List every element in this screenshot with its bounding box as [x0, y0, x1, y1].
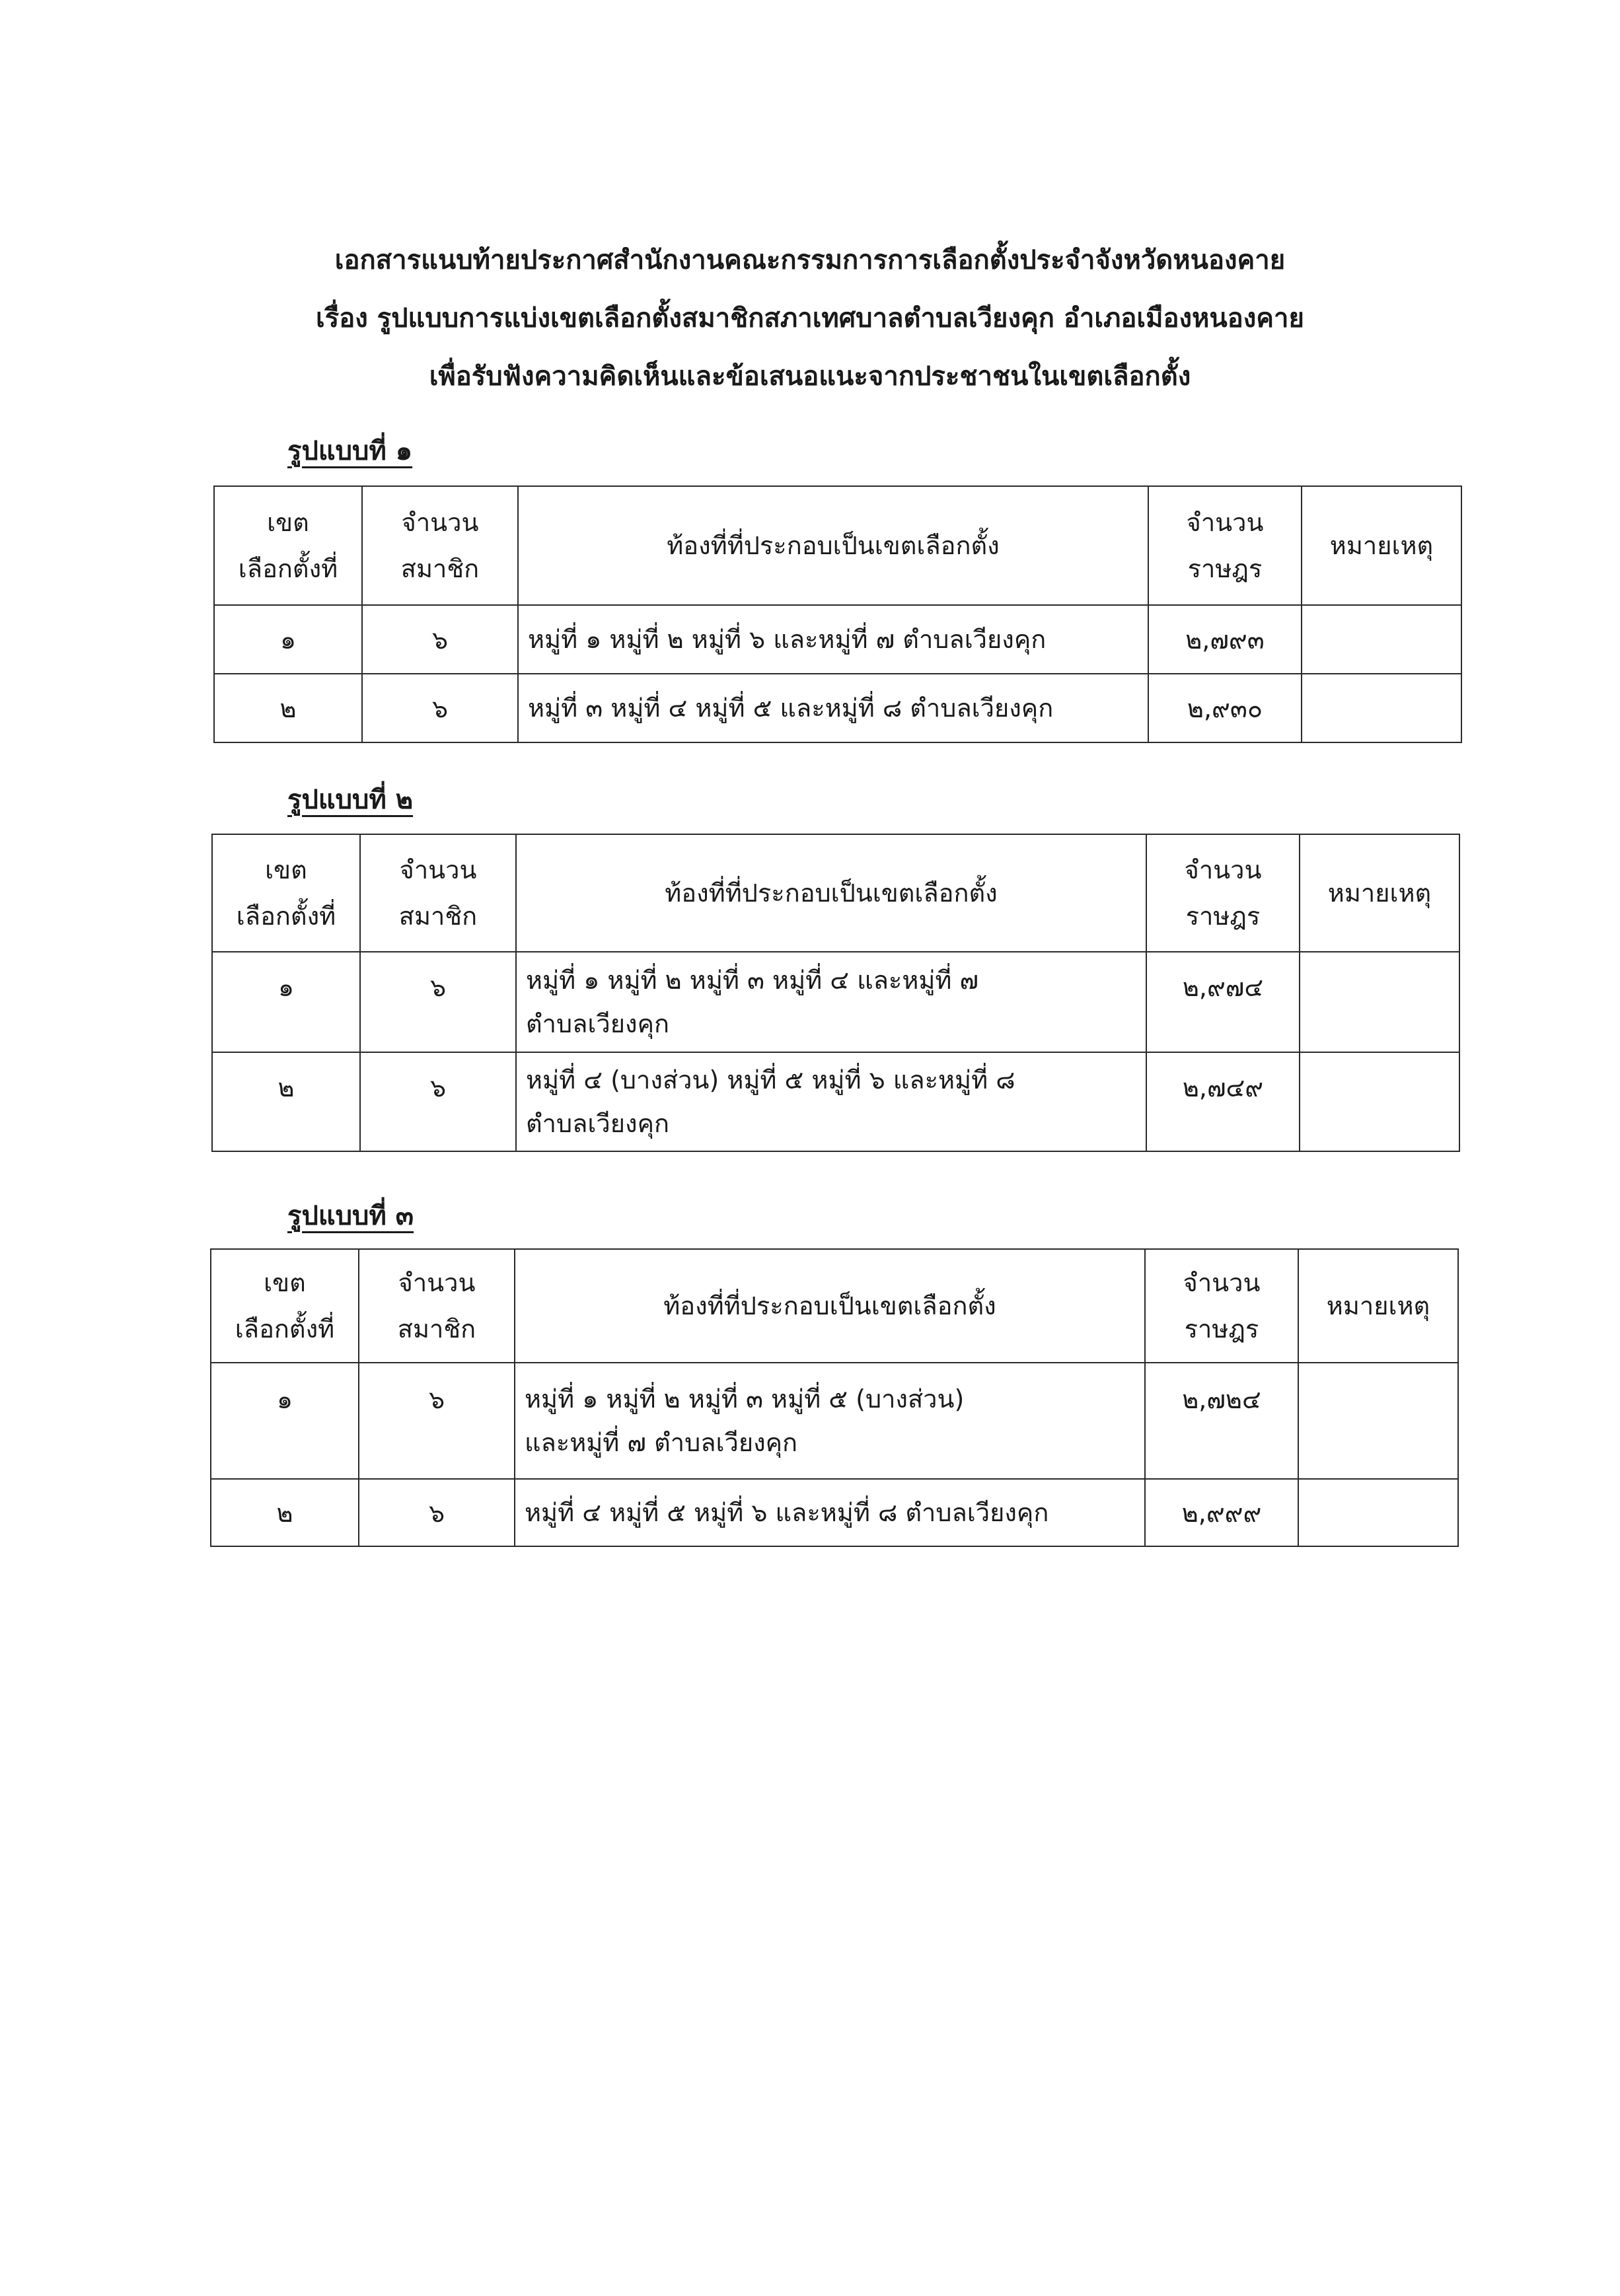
- table-1: [213, 485, 1462, 743]
- table-2-title: รูปแบบที่ ๒: [287, 785, 414, 815]
- population-cell: ๒,๙๙๙: [1145, 1479, 1298, 1546]
- district-cell: ๑: [214, 605, 362, 674]
- district-cell: ๒: [211, 1479, 359, 1546]
- members-cell: ๖: [362, 674, 518, 742]
- table-3-title: รูปแบบที่ ๓: [287, 1201, 414, 1231]
- header-line-1: เอกสารแนบท้ายประกาศสำนักงานคณะกรรมการการเลือกตั้งประจำจังหวัดหนองคาย: [334, 245, 1286, 275]
- table-3-header-row: [211, 1249, 1458, 1363]
- population-cell: ๒,๙๓๐: [1148, 674, 1302, 742]
- table-row: [211, 1479, 1458, 1546]
- col-area: ท้องที่ที่ประกอบเป็นเขตเลือกตั้ง: [515, 1249, 1145, 1363]
- col-population: จำนวน ราษฎร: [1145, 1249, 1298, 1363]
- members-cell: ๖: [359, 1479, 515, 1546]
- col-members: จำนวน สมาชิก: [359, 1249, 515, 1363]
- district-cell: ๑: [211, 1363, 359, 1479]
- table-row: [214, 674, 1461, 742]
- header-line-2: เรื่อง รูปแบบการแบ่งเขตเลือกตั้งสมาชิกสภาเทศบาลตำบลเวียงคุก อำเภอเมืองหนองคาย: [316, 303, 1304, 334]
- col-district: เขต เลือกตั้งที่: [212, 834, 360, 952]
- area-cell: หมู่ที่ ๑ หมู่ที่ ๒ หมู่ที่ ๖ และหมู่ที่ ๗ ตำบลเวียงคุก: [518, 605, 1148, 674]
- table-1-header-row: [214, 486, 1461, 605]
- table-1-title: รูปแบบที่ ๑: [287, 436, 413, 466]
- members-cell: ๖: [360, 952, 516, 1052]
- table-3: [210, 1248, 1459, 1547]
- area-cell: หมู่ที่ ๑ หมู่ที่ ๒ หมู่ที่ ๓ หมู่ที่ ๔ และหมู่ที่ ๗ ตำบลเวียงคุก: [516, 952, 1146, 1052]
- area-cell: หมู่ที่ ๔ หมู่ที่ ๕ หมู่ที่ ๖ และหมู่ที่ ๘ ตำบลเวียงคุก: [515, 1479, 1145, 1546]
- col-remarks: หมายเหตุ: [1302, 486, 1461, 605]
- table-row: [211, 1363, 1458, 1479]
- col-population: จำนวน ราษฎร: [1146, 834, 1300, 952]
- col-area: ท้องที่ที่ประกอบเป็นเขตเลือกตั้ง: [516, 834, 1146, 952]
- area-cell: หมู่ที่ ๑ หมู่ที่ ๒ หมู่ที่ ๓ หมู่ที่ ๕ (บางส่วน) และหมู่ที่ ๗ ตำบลเวียงคุก: [515, 1363, 1145, 1479]
- remarks-cell: [1298, 1363, 1458, 1479]
- table-2-header-row: [212, 834, 1459, 952]
- district-cell: ๒: [212, 1052, 360, 1151]
- table-row: [212, 952, 1459, 1052]
- document-header: [0, 231, 1620, 406]
- col-remarks: หมายเหตุ: [1298, 1249, 1458, 1363]
- area-cell: หมู่ที่ ๔ (บางส่วน) หมู่ที่ ๕ หมู่ที่ ๖ และหมู่ที่ ๘ ตำบลเวียงคุก: [516, 1052, 1146, 1151]
- area-cell: หมู่ที่ ๓ หมู่ที่ ๔ หมู่ที่ ๕ และหมู่ที่ ๘ ตำบลเวียงคุก: [518, 674, 1148, 742]
- col-population: จำนวน ราษฎร: [1148, 486, 1302, 605]
- district-cell: ๑: [212, 952, 360, 1052]
- col-district: เขต เลือกตั้งที่: [214, 486, 362, 605]
- col-district: เขต เลือกตั้งที่: [211, 1249, 359, 1363]
- population-cell: ๒,๙๗๔: [1146, 952, 1300, 1052]
- district-cell: ๒: [214, 674, 362, 742]
- population-cell: ๒,๗๔๙: [1146, 1052, 1300, 1151]
- table-2: [211, 834, 1460, 1152]
- members-cell: ๖: [362, 605, 518, 674]
- col-remarks: หมายเหตุ: [1300, 834, 1459, 952]
- members-cell: ๖: [360, 1052, 516, 1151]
- col-members: จำนวน สมาชิก: [362, 486, 518, 605]
- table-row: [212, 1052, 1459, 1151]
- population-cell: ๒,๗๙๓: [1148, 605, 1302, 674]
- table-row: [214, 605, 1461, 674]
- col-members: จำนวน สมาชิก: [360, 834, 516, 952]
- remarks-cell: [1300, 1052, 1459, 1151]
- remarks-cell: [1298, 1479, 1458, 1546]
- remarks-cell: [1302, 674, 1461, 742]
- col-area: ท้องที่ที่ประกอบเป็นเขตเลือกตั้ง: [518, 486, 1148, 605]
- members-cell: ๖: [359, 1363, 515, 1479]
- header-line-3: เพื่อรับฟังความคิดเห็นและข้อเสนอแนะจากประชาชนในเขตเลือกตั้ง: [429, 361, 1191, 392]
- remarks-cell: [1300, 952, 1459, 1052]
- population-cell: ๒,๗๒๔: [1145, 1363, 1298, 1479]
- remarks-cell: [1302, 605, 1461, 674]
